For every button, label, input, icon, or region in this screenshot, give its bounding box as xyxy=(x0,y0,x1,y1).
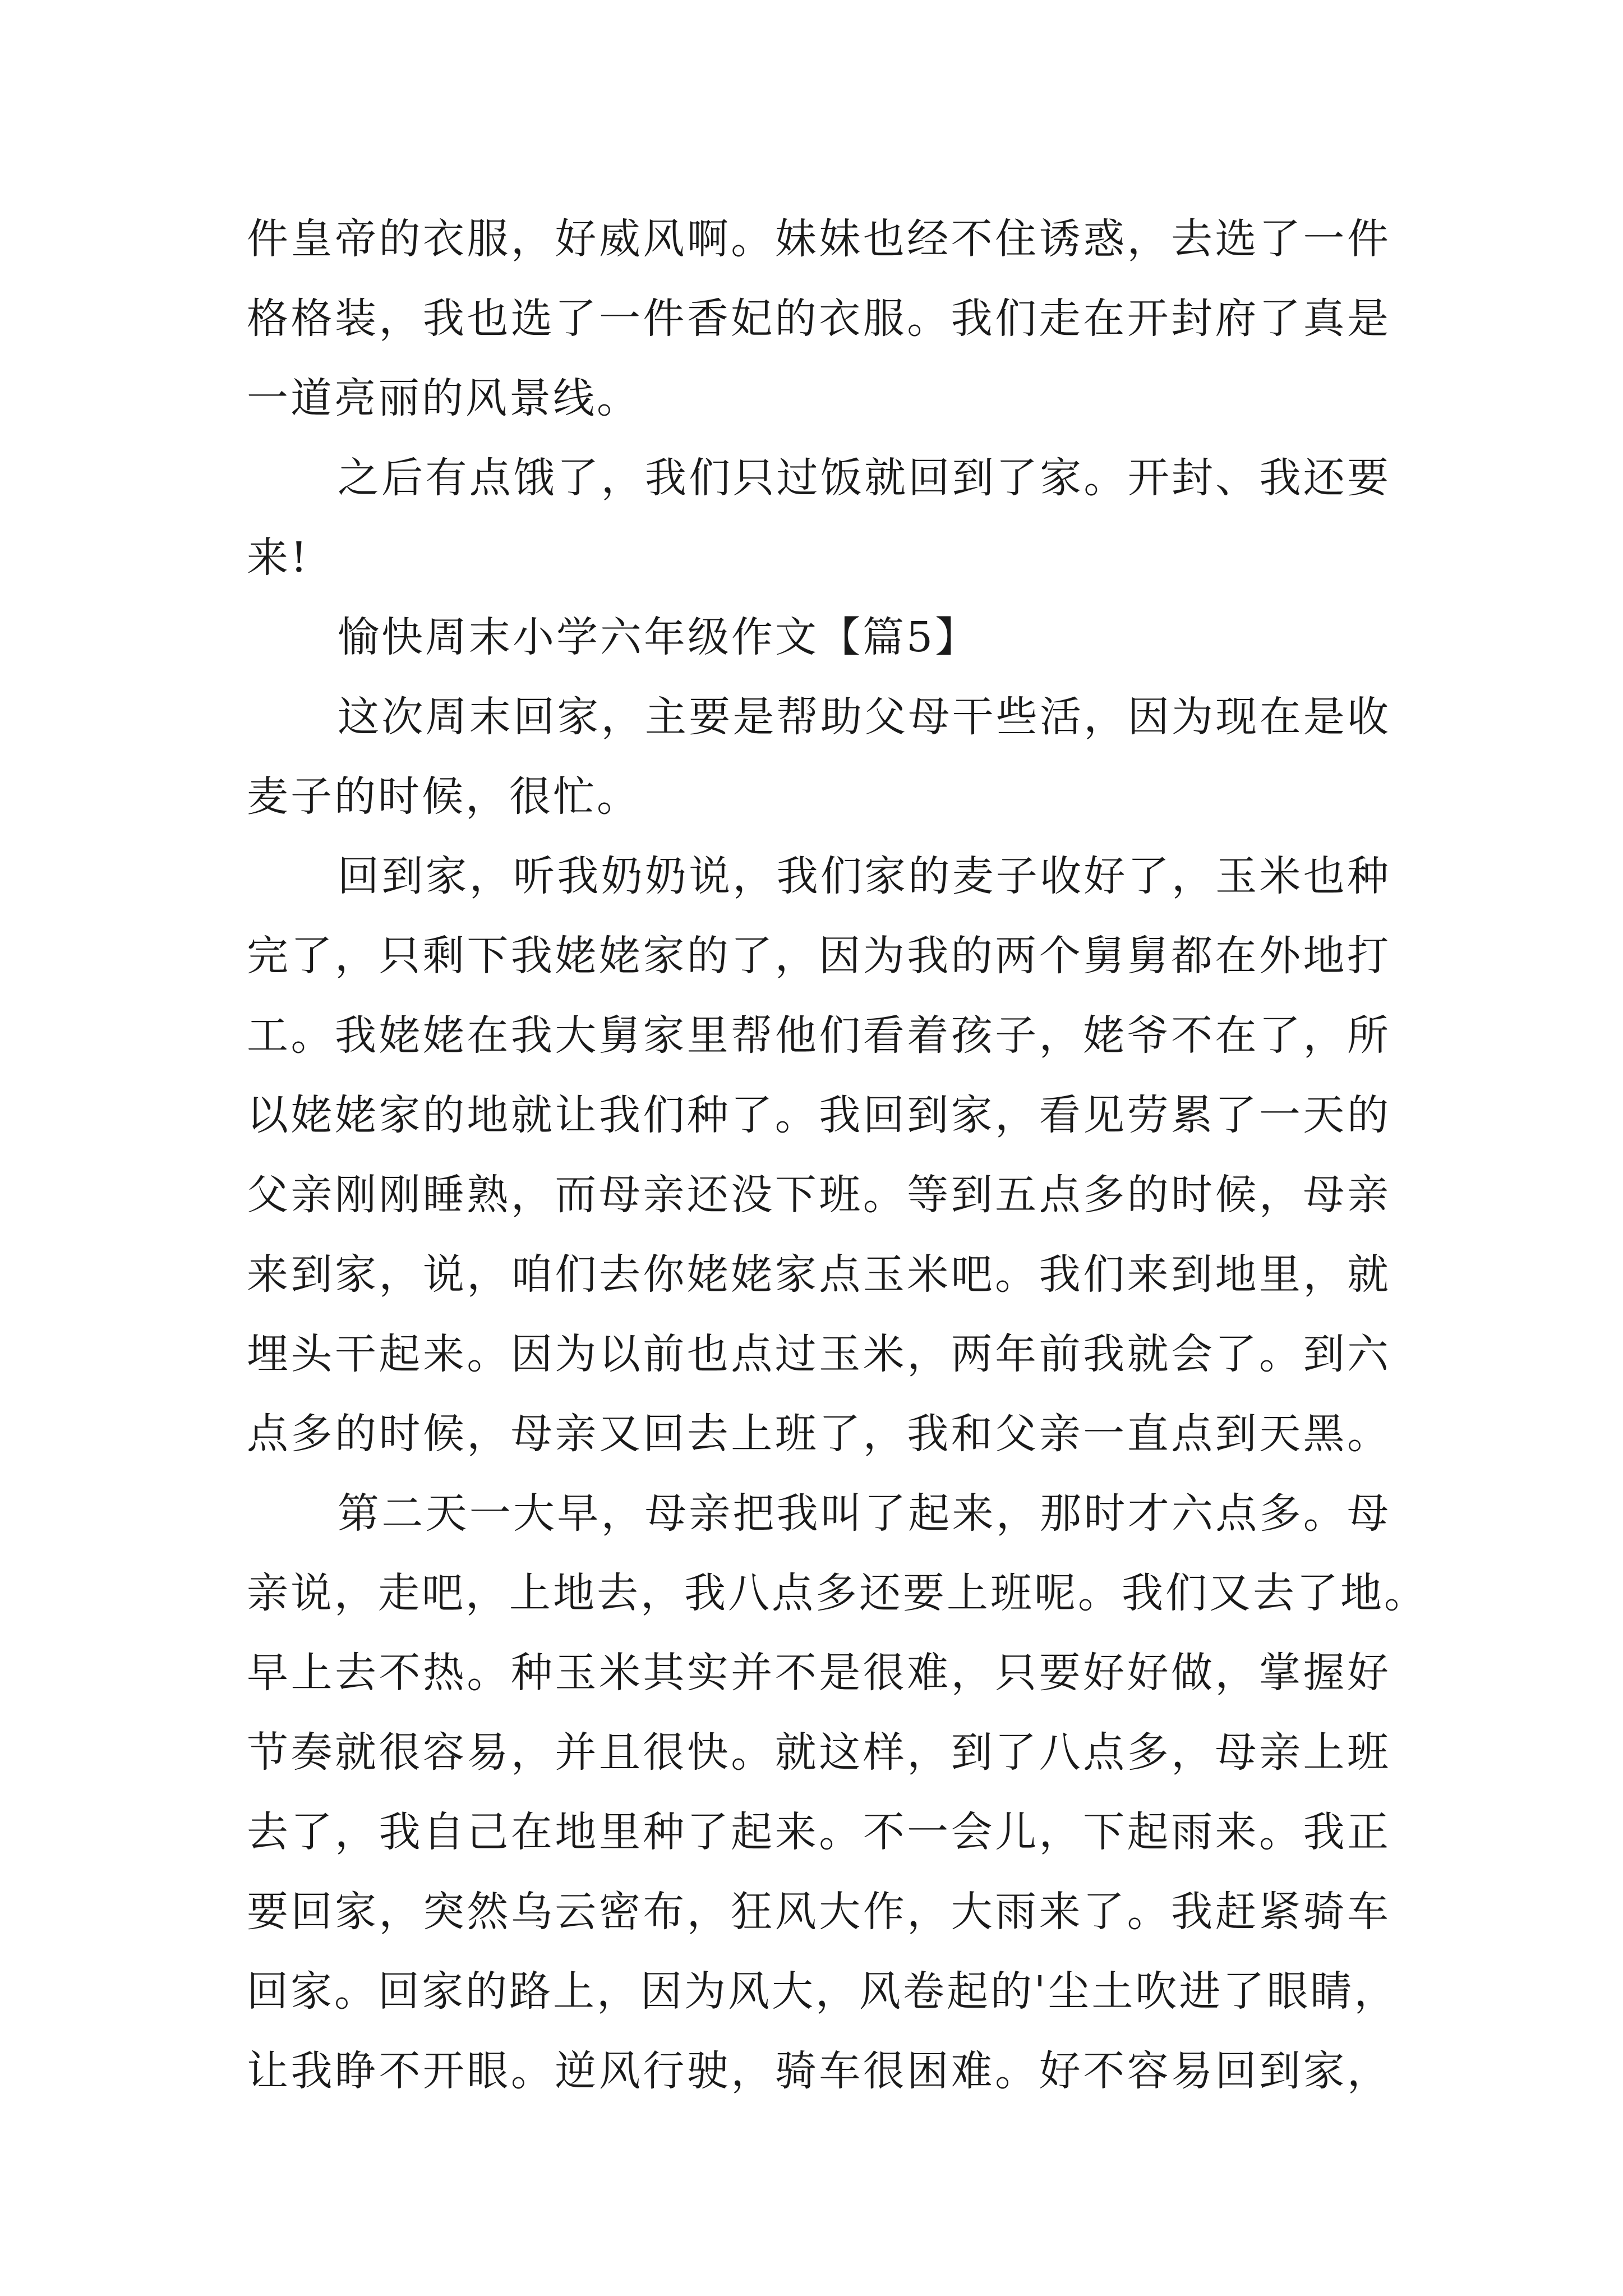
text-line: 工。我姥姥在我大舅家里帮他们看着孩子，姥爷不在了，所 xyxy=(247,1011,1391,1060)
text-line: 完了，只剩下我姥姥家的了，因为我的两个舅舅都在外地打 xyxy=(247,932,1391,980)
text-line: 这次周末回家，主要是帮助父母干些活，因为现在是收 xyxy=(338,693,1391,741)
text-line: 埋头干起来。因为以前也点过玉米，两年前我就会了。到六 xyxy=(247,1330,1391,1378)
text-line: 亲说，走吧，上地去，我八点多还要上班呢。我们又去了地。 xyxy=(247,1569,1428,1617)
text-line: 格格装，我也选了一件香妃的衣服。我们走在开封府了真是 xyxy=(247,295,1391,343)
text-line: 来到家，说，咱们去你姥姥家点玉米吧。我们来到地里，就 xyxy=(247,1250,1391,1299)
text-line: 件皇帝的衣服，好威风啊。妹妹也经不住诱惑，去选了一件 xyxy=(247,215,1391,263)
text-line: 愉快周末小学六年级作文【篇5】 xyxy=(338,613,979,661)
text-line: 麦子的时候，很忙。 xyxy=(247,772,640,821)
text-line: 以姥姥家的地就让我们种了。我回到家，看见劳累了一天的 xyxy=(247,1091,1391,1139)
text-line: 节奏就很容易，并且很快。就这样，到了八点多，母亲上班 xyxy=(247,1728,1391,1777)
text-line: 来! xyxy=(247,533,310,582)
text-line: 要回家，突然乌云密布，狂风大作，大雨来了。我赶紧骑车 xyxy=(247,1888,1391,1936)
text-line: 第二天一大早，母亲把我叫了起来，那时才六点多。母 xyxy=(338,1489,1391,1538)
text-line: 回到家，听我奶奶说，我们家的麦子收好了，玉米也种 xyxy=(338,852,1391,900)
text-line: 一道亮丽的风景线。 xyxy=(247,374,640,422)
text-line: 之后有点饿了，我们只过饭就回到了家。开封、我还要 xyxy=(338,454,1391,502)
text-line: 让我睁不开眼。逆风行驶，骑车很困难。好不容易回到家， xyxy=(247,2047,1391,2095)
text-line: 去了，我自己在地里种了起来。不一会儿，下起雨来。我正 xyxy=(247,1808,1391,1856)
text-line: 早上去不热。种玉米其实并不是很难，只要好好做，掌握好 xyxy=(247,1649,1391,1697)
text-line: 点多的时候，母亲又回去上班了，我和父亲一直点到天黑。 xyxy=(247,1410,1391,1458)
text-line: 父亲刚刚睡熟，而母亲还没下班。等到五点多的时候，母亲 xyxy=(247,1171,1391,1219)
text-line: 回家。回家的路上，因为风大，风卷起的'尘土吹进了眼睛， xyxy=(247,1967,1398,2016)
document-body xyxy=(247,199,1428,2111)
